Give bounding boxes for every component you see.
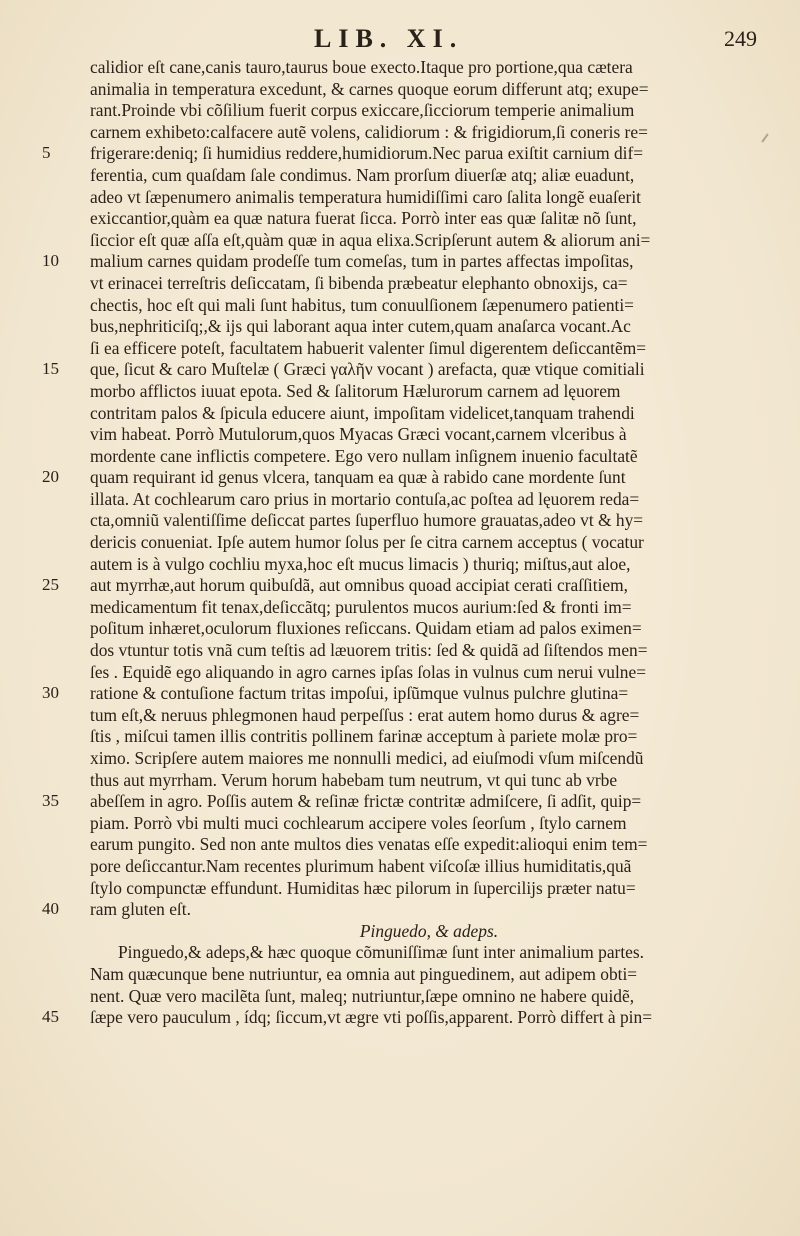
text-line: tum eſt,& neruus phlegmonen haud perpeſſus : erat autem homo durus & agre= bbox=[90, 704, 640, 725]
text-line: vim habeat. Porrò Mutulorum,quos Myacas Græci vocant,carnem vlceribus à bbox=[90, 424, 627, 445]
margin-line-number: 30 bbox=[42, 683, 59, 703]
text-line: vt erinacei terreſtris deſiccatam, ſi bibenda præbeatur elephanto obnoxijs, ca= bbox=[90, 272, 628, 293]
text-line: ſæpe vero pauculum , ídq; ſiccum,vt ægre vti poſſis,apparent. Porrò differt à pin= bbox=[90, 1007, 653, 1028]
text-line: pore deſiccantur.Nam recentes plurimum habent viſcoſæ illius humiditatis,quã bbox=[90, 855, 632, 876]
text-line: ratione & contuſione factum tritas impoſui, ipſũmque vulnus pulchre glutina= bbox=[90, 683, 629, 704]
text-line: ſi ea efficere poteſt, facultatem habuerit valenter ſimul digerentem deſiccantẽm= bbox=[90, 337, 647, 358]
text-line: mordente cane inflictis competere. Ego vero nullam inſignem inuenio facultatẽ bbox=[90, 445, 638, 466]
text-line: aut myrrhæ,aut horum quibuſdã, aut omnibus quoad accipiat cerati craſſitiem, bbox=[90, 575, 628, 596]
text-line: Pinguedo,& adeps,& hæc quoque cõmuniſſimæ ſunt inter animalium partes. bbox=[118, 942, 644, 963]
text-line: chectis, hoc eſt qui mali ſunt habitus, tum conuulſionem ſæpenumero patienti= bbox=[90, 294, 634, 315]
page-number: 249 bbox=[724, 26, 757, 51]
text-line: bus,nephriticiſq;,& ijs qui laborant aqua inter cutem,quam anaſarca vocant.Ac bbox=[90, 316, 631, 337]
text-line: morbo afflictos iuuat epota. Sed & ſalitorum Hælurorum carnem ad lęuorem bbox=[90, 380, 621, 401]
text-line: carnem exhibeto:calfacere autẽ volens, calidiorum : & frigidiorum,ſi coneris re= bbox=[90, 121, 648, 142]
text-line: que, ſicut & caro Muſtelæ ( Græci γαλῆν vocant ) arefacta, quæ vtique comitiali bbox=[90, 359, 645, 380]
text-line: malium carnes quidam prodeſſe tum comeſas, tum in partes affectas impoſitas, bbox=[90, 251, 634, 272]
text-line: ſes . Equidẽ ego aliquando in agro carnes ipſas ſolas in vulnus cum nerui vulne= bbox=[90, 661, 647, 682]
text-line: adeo vt ſæpenumero animalis temperatura humidiſſimi caro ſalita longẽ euaſerit bbox=[90, 186, 642, 207]
running-head bbox=[0, 24, 800, 54]
text-line: poſitum inhæret,oculorum fluxiones reſiccans. Quidam etiam ad palos eximen= bbox=[90, 618, 642, 639]
margin-line-number: 20 bbox=[42, 467, 59, 487]
text-line: dericis conueniat. Ipſe autem humor ſolus per ſe citra carnem acceptus ( vocatur bbox=[90, 532, 644, 553]
text-line: ſtylo compunctæ effundunt. Humiditas hæc pilorum in ſupercilijs præter natu= bbox=[90, 877, 636, 898]
text-line: ximo. Scripſere autem maiores me nonnulli medici, ad eiuſmodi vſum miſcendũ bbox=[90, 748, 644, 768]
text-line: Nam quæcunque bene nutriuntur, ea omnia aut pinguedinem, aut adipem obti= bbox=[90, 963, 638, 984]
margin-line-number: 45 bbox=[42, 1007, 59, 1027]
text-line: illata. At cochlearum caro prius in mortario contuſa,ac poſtea ad lęuorem reda= bbox=[90, 488, 640, 509]
margin-line-number: 35 bbox=[42, 791, 59, 811]
margin-line-number: 40 bbox=[42, 899, 59, 919]
text-line: abeſſem in agro. Poſſis autem & reſinæ frictæ contritæ admiſcere, ſi adſit, quip= bbox=[90, 791, 642, 812]
body-text bbox=[90, 57, 768, 1029]
text-line: ram gluten eſt. bbox=[90, 899, 191, 920]
text-line: calidior eſt cane,canis tauro,taurus boue execto.Itaque pro portione,qua cætera bbox=[90, 57, 633, 77]
margin-line-number: 15 bbox=[42, 359, 59, 379]
text-line: ſtis , miſcui tamen illis contritis pollinem farinæ acceptum à pariete molæ pro= bbox=[90, 726, 638, 747]
text-line: frigerare:deniq; ſi humidius reddere,humidiorum.Nec parua exiſtit carnium dif= bbox=[90, 143, 644, 164]
text-line: dos vtuntur totis vnã cum teſtis ad læuorem tritis: ſed & quidã ad ſiſtendos men= bbox=[90, 640, 648, 661]
text-line: earum pungito. Sed non ante multos dies venatas eſſe expedit:alioqui enim tem= bbox=[90, 834, 648, 855]
text-line: ferentia, cum quaſdam ſale condimus. Nam prorſum diuerſæ atq; aliæ euadunt, bbox=[90, 164, 635, 185]
text-line: ſiccior eſt quæ aſſa eſt,quàm quæ in aqua elixa.Scripſerunt autem & aliorum ani= bbox=[90, 229, 651, 250]
text-line: rant.Proinde vbi cõſilium fuerit corpus exiccare,ſicciorum temperie animalium bbox=[90, 100, 635, 121]
text-line: quam requirant id genus vlcera, tanquam ea quæ à rabido cane mordente ſunt bbox=[90, 467, 626, 488]
text-line: medicamentum fit tenax,deſiccãtq; purulentos mucos aurium:ſed & fronti im= bbox=[90, 596, 632, 617]
margin-line-number: 5 bbox=[42, 143, 51, 163]
text-line: contritam palos & ſpicula educere aiunt, impoſitam videlicet,tanquam trahendi bbox=[90, 402, 635, 423]
book-title: LIB. XI. bbox=[314, 24, 464, 53]
section-heading: Pinguedo, & adeps. bbox=[359, 920, 499, 941]
text-line: piam. Porrò vbi multi muci cochlearum accipere voles ſeorſum , ſtylo carnem bbox=[90, 812, 627, 833]
margin-line-number: 25 bbox=[42, 575, 59, 595]
margin-line-number: 10 bbox=[42, 251, 59, 271]
text-line: autem is à vulgo cochliu myxa,hoc eſt mucus limacis ) thuriq; miſtus,aut aloe, bbox=[90, 553, 631, 574]
text-line: cta,omniũ valentiſſime deſiccat partes ſuperfluo humore grauatas,adeo vt & hy= bbox=[90, 510, 644, 531]
text-line: nent. Quæ vero macilẽta ſunt, maleq; nutriuntur,ſæpe omnino ne habere quidẽ, bbox=[90, 985, 635, 1006]
text-line: exiccantior,quàm ea quæ natura fuerat ſicca. Porrò inter eas quæ ſalitæ nõ ſunt, bbox=[90, 208, 637, 229]
text-line: thus aut myrrham. Verum horum habebam tum neutrum, vt qui tunc ab vrbe bbox=[90, 769, 618, 790]
text-line: animalia in temperatura excedunt, & carnes quoque eorum differunt atq; exupe= bbox=[90, 78, 649, 99]
